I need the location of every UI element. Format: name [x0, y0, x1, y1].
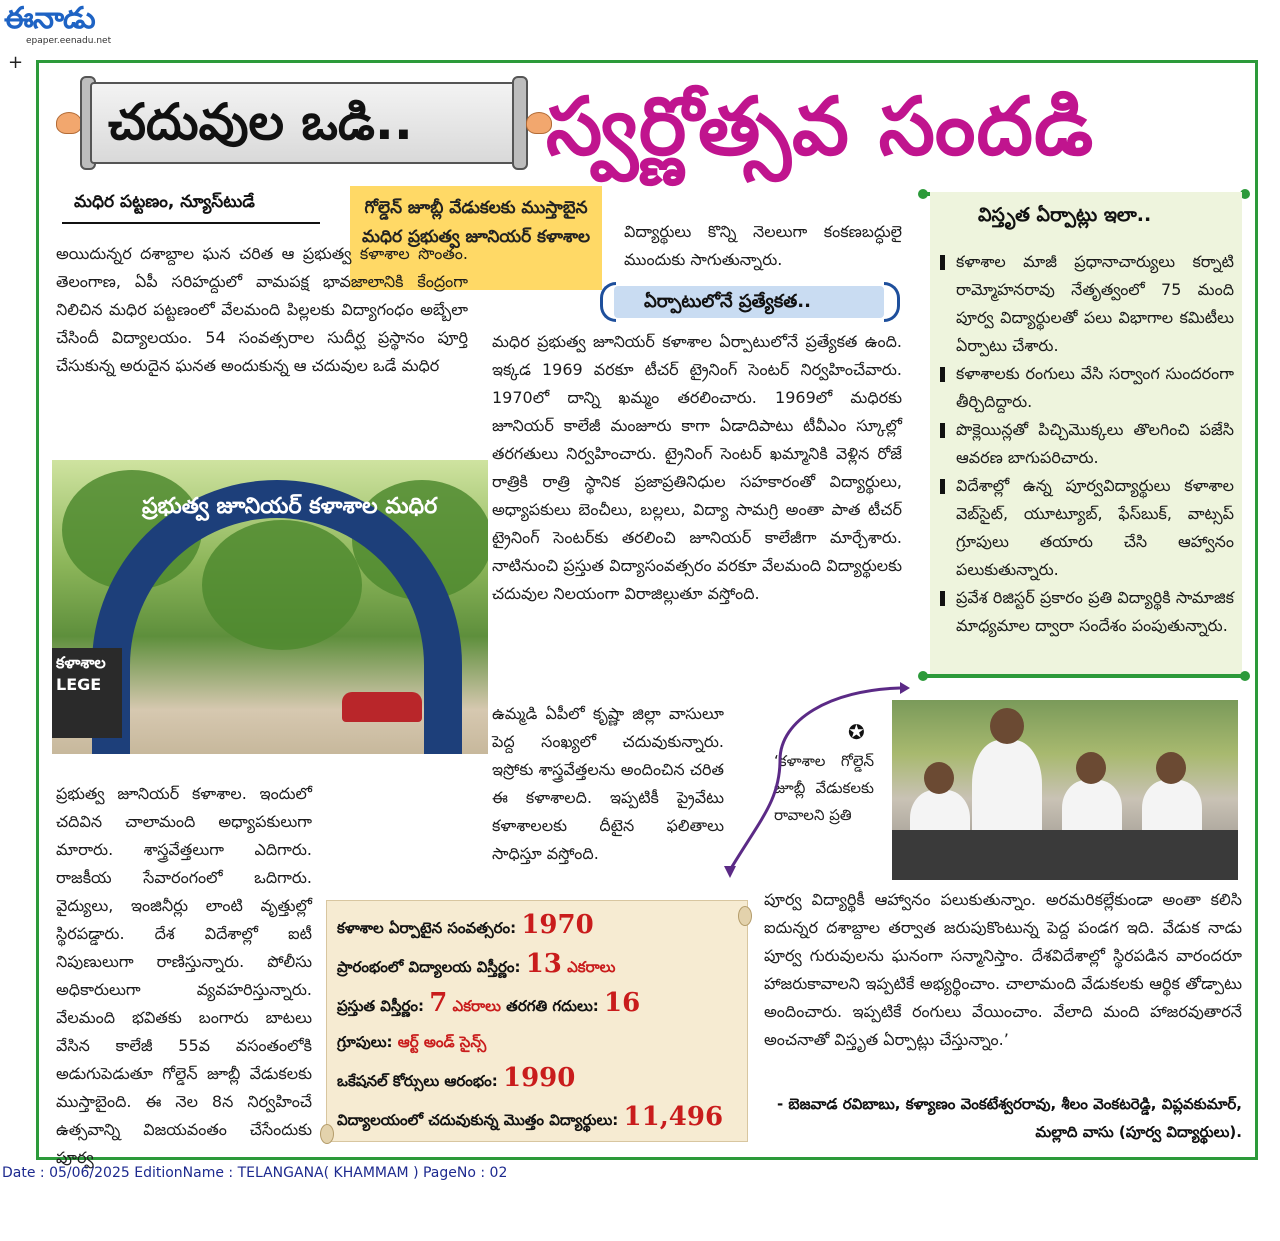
arrangements-list	[940, 248, 1234, 640]
body-text-col1-bottom: ప్రభుత్వ జూనియర్ కళాశాల. ఇందులో చదివిన చాలామంది అధ్యాపకులుగా మారారు. శాస్త్రవేత్తలుగా ఎదిగారు. రాజకీయ సేవారంగంలో ఒదిగారు. వైద్యులు, ఇంజినీర్లు లాంటి వృత్తుల్లో స్థిరపడ్డారు. దేశ విదేశాల్లో ఐటీ నిపుణులుగా రాణిస్తున్నారు. పోలీసు అధికారులుగా వ్యవహరిస్తున్నారు. వేలమంది భవితకు బంగారు బాటలు వేసిన కాలేజీ 55వ వసంతంలోకి అడుగుపెడుతూ గోల్డెన్ జూబ్లీ వేడుకలకు ముస్తాబైంది. ఈ నెల 8న నిర్వహించే ఉత్సవాన్ని విజయవంతం చేసేందుకు పూర్వ	[56, 784, 312, 1167]
logo-mark: ఈనాడు	[4, 1, 95, 36]
fact-value: 11,496	[623, 1102, 724, 1132]
info-rule-dot	[1240, 671, 1250, 681]
dateline: మధిర పట్టణం, న్యూస్‌టుడే	[74, 192, 255, 212]
fact-vocational	[337, 1060, 737, 1099]
fact-total-students	[337, 1099, 737, 1138]
fact-unit: ఎకరాలు	[452, 997, 501, 1015]
facts-scroll	[326, 900, 748, 1142]
body-text-col2-bottom: ఉమ్మడి ఏపీలో కృష్ణా జిల్లా వాసులూ పెద్ద సంఖ్యలో చదువుకున్నారు. ఇస్రోకు శాస్త్రవేత్తలను అందించిన చరిత ఈ కళాశాలది. ఇప్పటికీ ప్రైవేటు కళాశాలలకు దీటైన ఫలితాలు సాధిస్తూ వస్తోంది.	[492, 704, 724, 863]
fact-label: తరగతి గదులు:	[506, 997, 599, 1015]
headline-left-scroll	[50, 76, 530, 170]
attendee-head	[1076, 752, 1106, 784]
body-text-col2-top: విద్యార్థులు కొన్ని నెలలుగా కంకణబద్ధులై ముందుకు సాగుతున్నారు.	[624, 222, 902, 269]
gate-sign: కళాశాల LEGE	[52, 648, 122, 738]
fact-label: ఒకేషనల్ కోర్సులు ఆరంభం:	[337, 1072, 498, 1090]
list-item: కళాశాలకు రంగులు వేసి సర్వాంగ సుందరంగా తీర్చిదిద్దారు.	[940, 360, 1234, 416]
quote-credit: - బెజవాడ రవిబాబు, కళ్యాణం వెంకటేశ్వరరావు, శీలం వెంకటరెడ్డి, విప్లవకుమార్, మల్లాది వాసు (పూర్వ విద్యార్థులు).	[776, 1095, 1242, 1141]
arrow-head	[900, 682, 910, 694]
list-item: విదేశాల్లో ఉన్న పూర్వవిద్యార్థులు కళాశాల వెబ్‌సైట్, యూట్యూబ్, ఫేస్‌బుక్, వాట్సప్ గ్రూపులు తయారు చేసి ఆహ్వానం పలుకుతున్నారు.	[940, 472, 1234, 584]
fact-value: 7	[429, 988, 448, 1018]
pointing-hand-left-icon	[56, 112, 82, 134]
fact-label: కళాశాల ఏర్పాటైన సంవత్సరం:	[337, 919, 517, 937]
arrangements-title: విస్తృత ఏర్పాట్లు ఇలా..	[978, 204, 1152, 226]
fact-groups	[337, 1024, 737, 1060]
attendee-head	[924, 762, 954, 794]
subhead-bracket-right	[884, 282, 900, 322]
arrow-tail-head	[724, 866, 736, 878]
scroll-curl-bottom	[320, 1124, 334, 1144]
fact-label: ప్రస్తుత విస్తీర్ణం:	[337, 997, 424, 1015]
logo-url: epaper.eenadu.net	[26, 36, 112, 46]
edition-footer: Date : 05/06/2025 EditionName : TELANGANA( KHAMMAM ) PageNo : 02	[2, 1165, 508, 1181]
info-box-bottom-rule	[922, 674, 1244, 678]
fact-value: 1970	[521, 910, 594, 940]
scroll-curl-top	[738, 906, 752, 926]
list-item: ప్రవేశ రిజిస్టర్ ప్రకారం ప్రతి విద్యార్థికి సామాజిక మాధ్యమాల ద్వారా సందేశం పంపుతున్నారు.	[940, 584, 1234, 640]
fact-value: 1990	[503, 1063, 576, 1093]
fact-current-area	[337, 985, 737, 1024]
zoom-plus-icon[interactable]: +	[8, 52, 24, 73]
fact-established	[337, 907, 737, 946]
info-rule-dot	[918, 189, 928, 199]
subheading: ఏర్పాటులోనే ప్రత్యేకత..	[644, 291, 811, 312]
info-rule-dot	[918, 671, 928, 681]
fact-value: ఆర్ట్ అండ్ సైన్స్	[397, 1033, 487, 1051]
speaker-head	[990, 708, 1024, 744]
body-text-col1-top: అయిదున్నర దశాబ్దాల ఘన చరిత ఆ ప్రభుత్వ కళాశాల సొంతం. తెలంగాణ, ఏపీ సరిహద్దులో వామపక్ష భావజాలానికి కేంద్రంగా నిలిచిన మధిర పట్టణంలో వేలమంది పిల్లలకు విద్యాగంధం అబ్బేలా చేసిందీ విద్యాలయం. 54 సంవత్సరాల సుదీర్ఘ ప్రస్థానం పూర్తి చేసుకున్న అరుదైన ఘనత అందుకున్న ఆ చదువుల ఒడే మధిర	[56, 244, 468, 375]
headline-right: స్వర్ణోత్సవ సందడి	[546, 80, 1095, 173]
fact-initial-area	[337, 946, 737, 985]
list-item: పొక్లెయిన్లతో పిచ్చిమొక్కలు తొలగించి పజేసి ఆవరణ బాగుపరిచారు.	[940, 416, 1234, 472]
college-gate-photo[interactable]	[52, 460, 488, 754]
fact-label: విద్యాలయంలో చదువుకున్న మొత్తం విద్యార్థులు:	[337, 1111, 619, 1129]
meeting-table	[892, 830, 1238, 880]
highlight-box: గోల్డెన్ జూబ్లీ వేడుకలకు ముస్తాబైన మధిర ప్రభుత్వ జూనియర్ కళాశాల	[350, 186, 602, 290]
dateline-rule	[62, 222, 320, 224]
parked-car	[342, 692, 422, 722]
arrow-path	[730, 688, 900, 870]
arch-lettering: ప్రభుత్వ జూనియర్ కళాశాల మధిర	[142, 494, 438, 519]
body-text-col2-mid: మధిర ప్రభుత్వ జూనియర్ కళాశాల ఏర్పాటులోనే ప్రత్యేకత ఉంది. ఇక్కడ 1969 వరకూ టీచర్ ట్రైనింగ్ సెంటర్ నిర్వహించేవారు. 1970లో దాన్ని ఖమ్మం తరలించారు. 1969లో మధిరకు జూనియర్ కాలేజీ మంజూరు కాగా ఏడాదిపాటు టీవీఎం స్కూల్లో తరగతులు నిర్వహించారు. ట్రైనింగ్ సెంటర్ ఖమ్మానికి వెళ్లిన రోజే రాత్రికి రాత్రి స్థానిక ప్రజాప్రతినిధుల సహకారంతో విద్యార్థులు, అధ్యాపకులు బెంచీలు, బల్లలు, విద్యా సామగ్రి అంతా పాత టీచర్ ట్రైనింగ్ సెంటర్‌కు తరలించి జూనియర్ కాలేజీగా మార్చేశారు. నాటినుంచి ప్రస్తుత విద్యాసంవత్సరం వరకూ వేలమంది విద్యార్థులకు చదువుల నిలయంగా విరాజిల్లుతూ వస్తోంది.	[492, 332, 902, 603]
subheading-banner	[600, 282, 900, 322]
curved-arrow-icon	[720, 680, 910, 880]
star-icon: ✪	[848, 720, 865, 744]
fact-label: గ్రూపులు:	[337, 1033, 393, 1051]
headline-left: చదువుల ఒడి..	[108, 93, 413, 151]
eenadu-logo[interactable]	[4, 2, 134, 50]
meeting-photo[interactable]	[892, 700, 1238, 880]
fact-unit: ఎకరాలు	[567, 958, 616, 976]
fact-label: ప్రారంభంలో విద్యాలయ విస్తీర్ణం:	[337, 958, 521, 976]
quote-start: ‘కళాశాల గోల్డెన్ జూబ్లీ వేడుకలకు రావాలని ప్రతి	[774, 752, 874, 824]
fact-value: 16	[604, 988, 641, 1018]
list-item: కళాశాల మాజీ ప్రధానాచార్యులు కర్నాటి రామ్మోహనరావు నేతృత్వంలో 75 మంది పూర్వ విద్యార్థులతో పలు విభాగాల కమిటీలు ఏర్పాటు చేశారు.	[940, 248, 1234, 360]
attendee-head	[1156, 752, 1186, 784]
quote-body: పూర్వ విద్యార్థికీ ఆహ్వానం పలుకుతున్నాం. అరమరికల్లేకుండా అంతా కలిసి ఐదున్నర దశాబ్దాల తర్వాత జరుపుకొంటున్న పెద్ద పండగ ఇది. వేడుక నాడు పూర్వ గురువులను ఘనంగా సన్మానిస్తాం. దేశవిదేశాల్లో స్థిరపడిన వారందరూ హాజరుకావాలని ఇప్పటికే అభ్యర్థించాం. చాలామంది వేడుకలకు ఆర్థిక తోడ్పాటు అందించారు. ఇప్పటికే రంగులు వేయించాం. వేలాది మంది హాజరవుతారనే అంచనాతో విస్తృత ఏర్పాట్లు చేస్తున్నాం.’	[764, 890, 1242, 1049]
fact-value: 13	[525, 949, 562, 979]
